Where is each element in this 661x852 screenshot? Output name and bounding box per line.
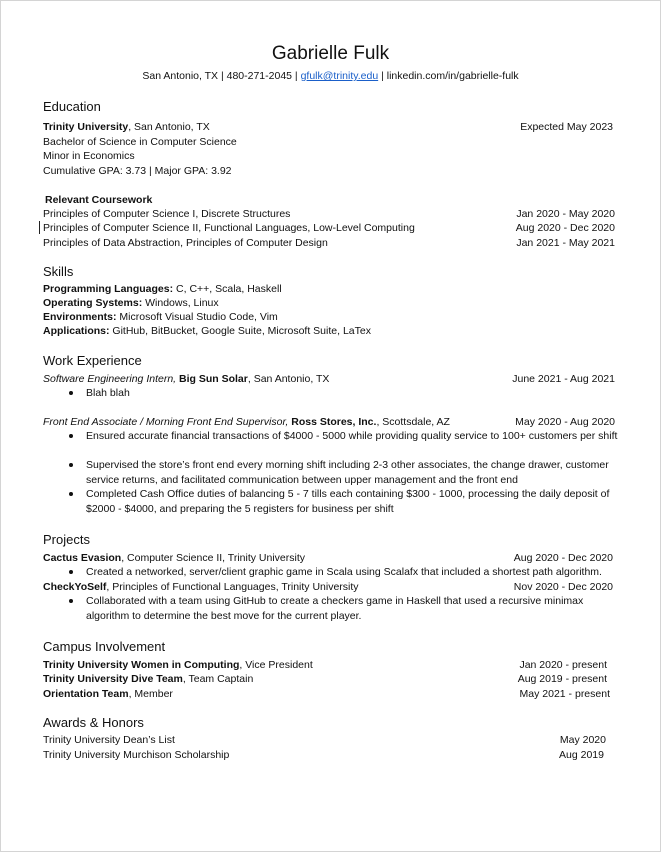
skill-label: Programming Languages: [43, 283, 174, 295]
project-bullet: Created a networked, server/client graphic game in Scala using Scalafx that included a shortest path algorithm. [86, 565, 618, 580]
campus-role: , Vice President [239, 659, 313, 671]
job-company: Big Sun Solar [179, 373, 248, 385]
project-dates: Nov 2020 - Dec 2020 [513, 581, 613, 593]
job-location: , Scottsdale, AZ [376, 416, 450, 428]
project-name: Cactus Evasion [43, 552, 122, 564]
skill-label: Environments: [43, 311, 117, 323]
contact-prefix: San Antonio, TX | 480-271-2045 | [142, 70, 301, 82]
email-link[interactable]: gfulk@trinity.edu [300, 70, 379, 82]
coursework-dates: Jan 2020 - May 2020 [516, 208, 615, 220]
project-line [43, 551, 305, 565]
project-context: , Principles of Functional Languages, Trinity University [106, 581, 359, 593]
contact-line [1, 70, 660, 82]
job-location: , San Antonio, TX [247, 373, 330, 385]
skill-value: Windows, Linux [142, 297, 219, 309]
award-name: Trinity University Murchison Scholarship [43, 749, 230, 761]
skill-label: Operating Systems: [43, 297, 143, 309]
campus-line [43, 672, 253, 686]
job-role: Front End Associate / Morning Front End Supervisor, [43, 416, 289, 428]
campus-line [43, 658, 313, 672]
skill-value: GitHub, BitBucket, Google Suite, Microsoft Suite, LaTex [109, 325, 371, 337]
coursework-courses: Principles of Computer Science II, Functional Languages, Low-Level Computing [43, 222, 415, 234]
coursework-dates: Aug 2020 - Dec 2020 [515, 222, 615, 234]
job-company: Ross Stores, Inc. [291, 416, 377, 428]
campus-org: Orientation Team [43, 688, 129, 700]
job-bullet: Ensured accurate financial transactions of $4000 - 5000 while providing quality service to 100+ customers per shift [86, 430, 618, 442]
skill-value: C, C++, Scala, Haskell [173, 283, 282, 295]
section-heading-work: Work Experience [43, 353, 142, 368]
award-date: Aug 2019 [559, 749, 604, 761]
skill-line [43, 296, 219, 310]
campus-dates: Jan 2020 - present [519, 659, 607, 671]
project-line [43, 580, 359, 594]
skill-line [43, 310, 278, 324]
school-line [43, 120, 210, 134]
project-dates: Aug 2020 - Dec 2020 [513, 552, 613, 564]
project-bullet: Collaborated with a team using GitHub to create a checkers game in Haskell that used a recursive minimax algorithm to determine the best move for the current player. [86, 594, 596, 623]
job-bullet: Completed Cash Office duties of balancing 5 - 7 tills each containing $300 - 1000, processing the daily deposit of $2000 - $4000, and preparing the 5 registers for business per shift [86, 487, 618, 516]
section-heading-campus: Campus Involvement [43, 639, 166, 654]
section-heading-education: Education [43, 99, 101, 114]
campus-dates: Aug 2019 - present [517, 673, 607, 685]
job-bullet: Supervised the store’s front end every morning shift including 2-3 other associates, the change drawer, customer service returns, and facilitated communication between upper management and the front end [86, 458, 618, 487]
skill-label: Applications: [43, 325, 110, 337]
text-cursor [39, 221, 40, 234]
award-date: May 2020 [559, 734, 606, 746]
skill-line [43, 324, 371, 338]
gpa: Cumulative GPA: 3.73 | Major GPA: 3.92 [43, 165, 232, 177]
job-role: Software Engineering Intern, [43, 373, 177, 385]
graduation-date: Expected May 2023 [520, 121, 613, 133]
job-bullet: Blah blah [86, 386, 616, 401]
section-heading-awards: Awards & Honors [43, 715, 144, 730]
coursework-heading: Relevant Coursework [45, 194, 153, 206]
minor: Minor in Economics [43, 150, 135, 162]
project-name: CheckYoSelf [43, 581, 107, 593]
award-name: Trinity University Dean’s List [43, 734, 175, 746]
campus-org: Trinity University Dive Team [43, 673, 183, 685]
campus-org: Trinity University Women in Computing [43, 659, 240, 671]
campus-role: , Member [128, 688, 173, 700]
coursework-courses: Principles of Computer Science I, Discrete Structures [43, 208, 291, 220]
resume-name: Gabrielle Fulk [271, 43, 390, 64]
contact-suffix: | linkedin.com/in/gabrielle-fulk [378, 70, 519, 82]
school-name: Trinity University [43, 121, 129, 133]
job-title-line [43, 415, 450, 429]
section-heading-projects: Projects [43, 532, 90, 547]
skill-value: Microsoft Visual Studio Code, Vim [116, 311, 278, 323]
job-dates: May 2020 - Aug 2020 [515, 416, 615, 428]
section-heading-skills: Skills [43, 264, 74, 279]
project-context: , Computer Science II, Trinity University [121, 552, 306, 564]
skill-line [43, 282, 282, 296]
job-dates: June 2021 - Aug 2021 [512, 373, 615, 385]
job-title-line [43, 372, 329, 386]
coursework-dates: Jan 2021 - May 2021 [516, 237, 615, 249]
degree: Bachelor of Science in Computer Science [43, 136, 237, 148]
campus-line [43, 687, 173, 701]
campus-role: , Team Captain [182, 673, 254, 685]
school-location: , San Antonio, TX [128, 121, 210, 133]
campus-dates: May 2021 - present [519, 688, 610, 700]
coursework-courses: Principles of Data Abstraction, Principles of Computer Design [43, 237, 328, 249]
